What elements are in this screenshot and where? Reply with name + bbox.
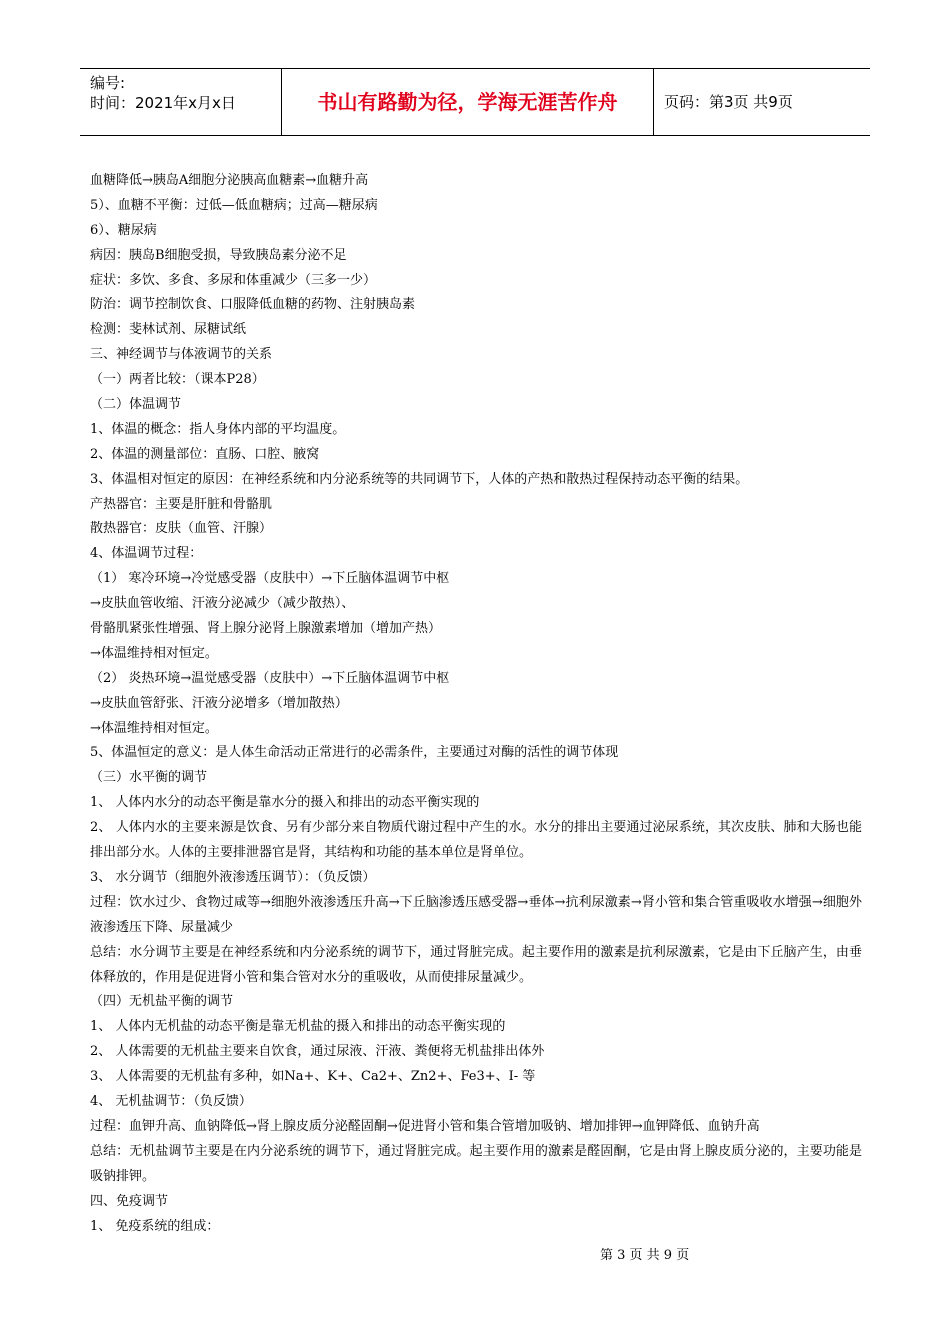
text-line: 产热器官：主要是肝脏和骨骼肌 <box>90 496 273 512</box>
text-line: 病因：胰岛B细胞受损，导致胰岛素分泌不足 <box>90 247 347 263</box>
text-line: 1、 人体内无机盐的动态平衡是靠无机盐的摄入和排出的动态平衡实现的 <box>90 1019 506 1035</box>
text-line: 血糖降低→胰岛A细胞分泌胰高血糖素→血糖升高 <box>90 173 369 188</box>
text-line: 骨骼肌紧张性增强、肾上腺分泌肾上腺激素增加（增加产热） <box>90 621 442 637</box>
text-line: →皮肤血管收缩、汗液分泌减少（减少散热）、 <box>90 596 355 612</box>
text-line: 5）、血糖不平衡：过低—低血糖病；过高—糖尿病 <box>90 197 378 213</box>
text-line: （1） 寒冷环境→冷觉感受器（皮肤中）→下丘脑体温调节中枢 <box>90 571 450 587</box>
text-paragraph: 总结：无机盐调节主要是在内分泌系统的调节下，通过肾脏完成。起主要作用的激素是醛固酮，它是由肾上腺皮质分泌的，主要功能是吸钠排钾。 <box>90 1143 862 1184</box>
text-line: 2、 人体需要的无机盐主要来自饮食，通过尿液、汗液、粪便将无机盐排出体外 <box>90 1044 545 1060</box>
header-motto: 书山有路勤为径，学海无涯苦作舟 <box>282 69 654 135</box>
text-line: 4、体温调节过程： <box>90 546 203 562</box>
text-paragraph: 过程：饮水过少、食物过咸等→细胞外液渗透压升高→下丘脑渗透压感受器→垂体→抗利尿激素→肾小管和集合管重吸收水增强→细胞外液渗透压下降、尿量减少 <box>90 894 862 935</box>
page-header <box>80 68 870 136</box>
text-line: 3、体温相对恒定的原因：在神经系统和内分泌系统等的共同调节下，人体的产热和散热过程保持动态平衡的结果。 <box>90 471 749 487</box>
text-line: 症状：多饮、多食、多尿和体重减少（三多一少） <box>90 272 377 288</box>
text-line: →体温维持相对恒定。 <box>90 720 218 736</box>
document-body <box>90 169 862 1239</box>
text-line: 3、 水分调节（细胞外液渗透压调节）：（负反馈） <box>90 869 376 885</box>
text-line: 防治：调节控制饮食、口服降低血糖的药物、注射胰岛素 <box>90 297 416 313</box>
text-line: 2、体温的测量部位：直肠、口腔、腋窝 <box>90 446 320 462</box>
text-line: 1、体温的概念：指人身体内部的平均温度。 <box>90 421 346 437</box>
text-line: 3、 人体需要的无机盐有多种，如Na+、K+、Ca2+、Zn2+、Fe3+、I- 等 <box>90 1069 536 1085</box>
text-line: 1、 人体内水分的动态平衡是靠水分的摄入和排出的动态平衡实现的 <box>90 795 480 811</box>
subsection-heading: （三）水平衡的调节 <box>90 770 208 786</box>
text-paragraph: 2、 人体内水的主要来源是饮食、另有少部分来自物质代谢过程中产生的水。水分的排出主要通过泌尿系统，其次皮肤、肺和大肠也能排出部分水。人体的主要排泄器官是肾，其结构和功能的基本单位是肾单位。 <box>90 820 862 861</box>
text-line: （2） 炎热环境→温觉感受器（皮肤中）→下丘脑体温调节中枢 <box>90 670 450 686</box>
text-paragraph: 总结：水分调节主要是在神经系统和内分泌系统的调节下，通过肾脏完成。起主要作用的激素是抗利尿激素，它是由下丘脑产生，由垂体释放的，作用是促进肾小管和集合管对水分的重吸收，从而使排尿量减少。 <box>90 944 862 985</box>
section-heading: 四、免疫调节 <box>90 1193 169 1209</box>
subsection-heading: （二）体温调节 <box>90 397 182 413</box>
text-line: →体温维持相对恒定。 <box>90 645 218 661</box>
section-heading: 三、神经调节与体液调节的关系 <box>90 347 273 363</box>
text-line: 6）、糖尿病 <box>90 222 157 238</box>
document-number-label: 编号: <box>90 74 126 92</box>
header-info-cell <box>80 69 282 135</box>
text-line: 过程：血钾升高、血钠降低→肾上腺皮质分泌醛固酮→促进肾小管和集合管增加吸钠、增加排钾→血钾降低、血钠升高 <box>90 1118 760 1134</box>
text-line: 4、 无机盐调节：（负反馈） <box>90 1094 252 1110</box>
subsection-heading: （一）两者比较：（课本P28） <box>90 372 265 388</box>
subsection-heading: （四）无机盐平衡的调节 <box>90 994 234 1010</box>
text-line: 散热器官：皮肤（血管、汗腺） <box>90 521 273 537</box>
text-line: 检测：斐林试剂、尿糖试纸 <box>90 322 247 338</box>
text-line: 1、 免疫系统的组成： <box>90 1218 220 1234</box>
header-page-number: 页码：第3页 共9页 <box>664 93 793 111</box>
page-footer: 第 3 页 共 9 页 <box>600 1248 690 1263</box>
text-line: 5、体温恒定的意义：是人体生命活动正常进行的必需条件，主要通过对酶的活性的调节体现 <box>90 745 619 761</box>
text-line: →皮肤血管舒张、汗液分泌增多（增加散热） <box>90 695 348 711</box>
document-date-label: 时间：2021年x月x日 <box>90 94 236 112</box>
